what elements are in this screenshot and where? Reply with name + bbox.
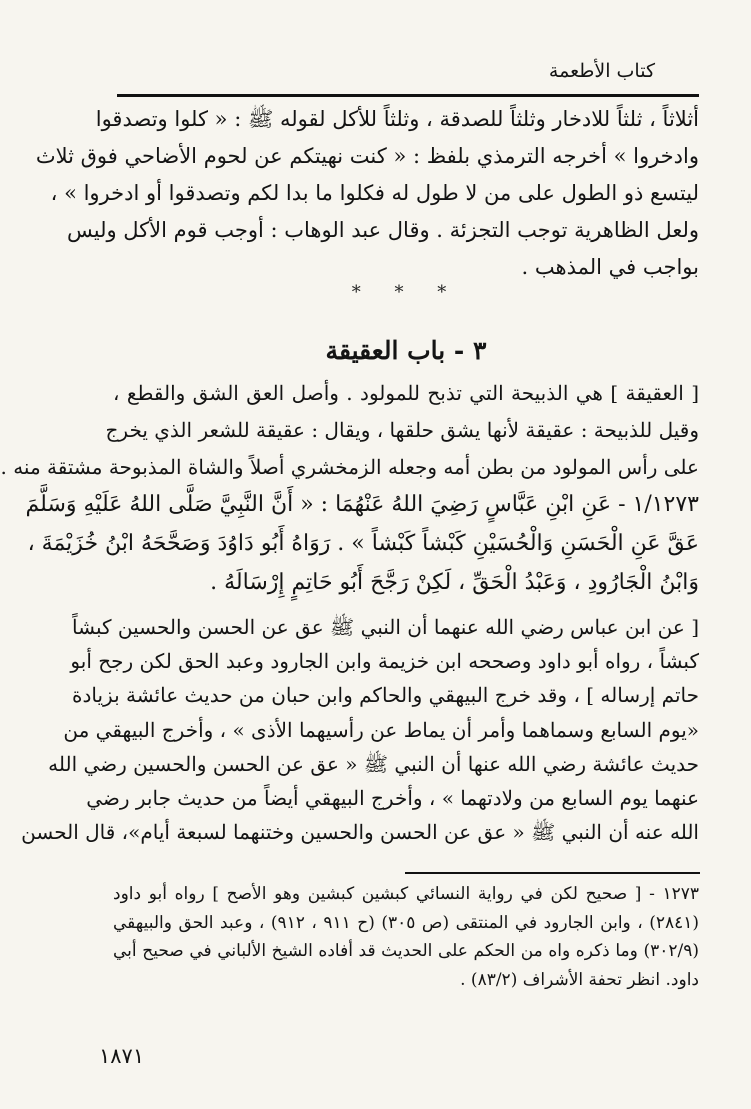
running-title: كتاب الأطعمة xyxy=(548,60,655,82)
text-line: عنهما يوم السابع من ولادتهما » ، وأخرج البيهقي أيضاً من حديث جابر رضي xyxy=(86,785,699,810)
text-line: على رأس المولود من بطن أمه وجعله الزمخشري أصلاً والشاة المذبوحة مشتقة منه . xyxy=(0,455,699,479)
commentary-paragraph xyxy=(21,610,699,849)
text-line: [ العقيقة ] هي الذبيحة التي تذبح للمولود . وأصل العق الشق والقطع ، xyxy=(113,381,699,405)
text-line: ليتسع ذو الطول على من لا طول له فكلوا ما بدا لكم وتصدقوا أو ادخروا » ، xyxy=(50,181,699,205)
footnote-line: داود. انظر تحفة الأشراف (٨٣/٢) . xyxy=(460,969,699,990)
text-line: بواجب في المذهب . xyxy=(521,255,699,279)
text-line: حديث عائشة رضي الله عنها أن النبي ﷺ « عق عن الحسن والحسين رضي الله xyxy=(48,751,699,776)
text-line: «يوم السابع وسماهما وأمر أن يماط عن رأسيهما الأذى » ، وأخرج البيهقي من xyxy=(63,717,699,742)
text-line: وادخروا » أخرجه الترمذي بلفظ : « كنت نهيتكم عن لحوم الأضاحي فوق ثلاث xyxy=(35,144,699,168)
page-number: ١٨٧١ xyxy=(99,1044,145,1068)
text-line: ولعل الظاهرية توجب التجزئة . وقال عبد الوهاب : أوجب قوم الأكل وليس xyxy=(66,218,699,242)
footnotes xyxy=(113,880,699,994)
text-line: عَقَّ عَنِ الْحَسَنِ وَالْحُسَيْنِ كَبْشاً كَبْشاً » . رَوَاهُ أَبُو دَاوُدَ وَصَحَّحَهُ ابْنُ خُزَيْمَةَ ، xyxy=(27,531,699,556)
text-line: حاتم إرساله ] ، وقد خرج البيهقي والحاكم وابن حبان من حديث عائشة بزيادة xyxy=(71,683,699,708)
text-line: وَابْنُ الْجَارُودِ ، وَعَبْدُ الْحَقِّ ، لَكِنْ رَجَّحَ أَبُو حَاتِمٍ إِرْسَالَهُ . xyxy=(210,570,699,595)
definition-paragraph xyxy=(0,375,699,486)
hadith-text xyxy=(25,485,699,602)
header-rule xyxy=(117,94,699,97)
text-line: ١/١٢٧٣ - عَنِ ابْنِ عَبَّاسٍ رَضِيَ اللهُ عَنْهُمَا : « أَنَّ النَّبِيَّ صَلَّى اللهُ عَلَيْهِ وَسَلَّمَ xyxy=(25,492,699,517)
footnote-line: (٢٨٤١) ، وابن الجارود في المنتقى (ص ٣٠٥) (ح ٩١١ ، ٩١٢) ، وعبد الحق والبيهقي xyxy=(113,912,700,933)
footnote-line: (٣٠٢/٩) وما ذكره واه من الحكم على الحديث قد أفاده الشيخ الألباني في صحيح أبي xyxy=(113,941,699,961)
chapter-title: ٣ - باب العقيقة xyxy=(325,336,487,365)
section-separator: * * * xyxy=(351,282,461,303)
text-line: كبشاً ، رواه أبو داود وصححه ابن خزيمة وابن الجارود وعبد الحق لكن رجح أبو xyxy=(70,649,699,674)
text-line: [ عن ابن عباس رضي الله عنهما أن النبي ﷺ عق عن الحسن والحسين كبشاً xyxy=(72,615,699,639)
footnote-line: ١٢٧٣ - [ صحيح لكن في رواية النسائي كبشين كبشين وهو الأصح ] رواه أبو داود xyxy=(113,884,699,904)
text-line: وقيل للذبيحة : عقيقة لأنها يشق حلقها ، ويقال : عقيقة للشعر الذي يخرج xyxy=(105,418,699,442)
text-line: أثلاثاً ، ثلثاً للادخار وثلثاً للصدقة ، وثلثاً للأكل لقوله ﷺ : « كلوا وتصدقوا xyxy=(95,107,699,131)
intro-paragraph xyxy=(35,101,699,286)
text-line: الله عنه أن النبي ﷺ « عق عن الحسن والحسين وختنهما لسبعة أيام»، قال الحسن xyxy=(21,820,699,845)
footnote-rule xyxy=(405,872,700,874)
